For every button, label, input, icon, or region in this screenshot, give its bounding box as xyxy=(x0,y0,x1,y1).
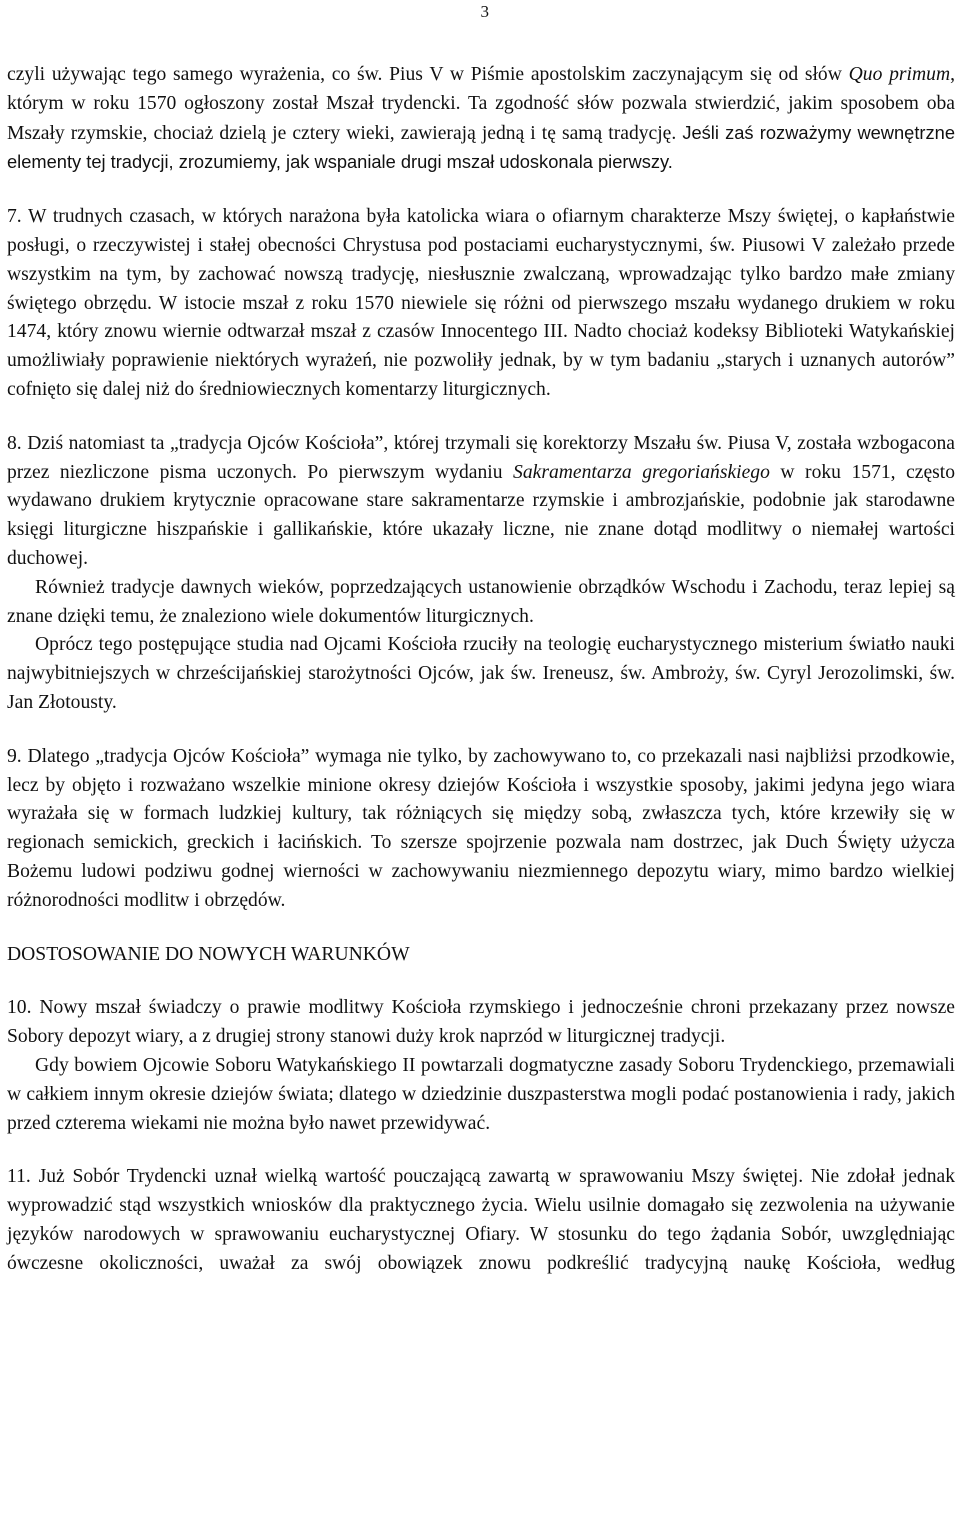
italic-title: Sakramentarza gregoriańskiego xyxy=(513,461,770,483)
paragraph-10: 10. Nowy mszał świadczy o prawie modlitwy Kościoła rzymskiego i jednocześnie chroni przekazany przez nowsze Sobory depozyt wiary, a z drugiej strony stanowi duży krok naprzód w liturgicznej tradycji. xyxy=(7,997,955,1048)
paragraph-9: 9. Dlatego „tradycja Ojców Kościoła” wymaga nie tylko, by zachowywano to, co przekazali nasi najbliżsi przodkowie, lecz by objęto i rozważano wszelkie minione okresy dziejów Kościoła i wszystkie sposoby, jakimi jedyna jego wiara wyrażała się w formach ludzkiej kultury, tak różniących się między sobą, zwłaszcza tych, które krzewiły się w regionach semickich, greckich i łacińskich. To szersze spojrzenie pozwala nam dostrzec, jak Duch Święty użycza Bożemu ludowi podziwu godnej wierności w zachowywaniu niezmiennego depozytu wiary, mimo bardzo wielkiej różnorodności modlitw i obrzędów. xyxy=(7,745,955,911)
paragraph-7: 7. W trudnych czasach, w których narażona była katolicka wiara o ofiarnym charakterze Mszy świętej, o kapłaństwie posługi, o rzeczywistej i stałej obecności Chrystusa pod postaciami eucharystycznymi, św. Piusowi V zależało przede wszystkim na tym, by zachować nowszą tradycję, niesłusznie zwalczaną, wprowadzając tylko bardzo małe zmiany świętego obrzędu. W istocie mszał z roku 1570 niewiele się różni od pierwszego mszału wydanego drukiem w roku 1474, który znowu wiernie odtwarzał mszał z czasów Innocentego III. Nadto chociaż kodeksy Biblioteki Watykańskiej umożliwiały poprawienie niektórych wyrażeń, nie pozwoliły jednak, by w tym badaniu „starych i uznanych autorów” cofnięto się dalej niż do średniowiecznych komentarzy liturgicznych. xyxy=(7,206,955,400)
document-body xyxy=(7,61,955,1278)
italic-title: Quo primum xyxy=(848,64,951,85)
paragraph-8-continued: Również tradycje dawnych wieków, poprzedzających ustanowienie obrządków Wschodu i Zachodu, teraz lepiej są znane dzięki temu, że znaleziono wiele dokumentów liturgicznych. xyxy=(7,576,955,627)
paragraph-text: , którym w roku 1570 ogłoszony został Mszał trydencki. Ta zgodność słów pozwala stwierdzić, jakim sposobem oba Mszały rzymskie, chociaż dzielą je cztery wieki, zawierają jedną i tę samą tradycję. xyxy=(7,64,956,144)
paragraph-8 xyxy=(7,430,955,574)
paragraph-11: 11. Już Sobór Trydencki uznał wielką wartość pouczającą zawartą w sprawowaniu Mszy świętej. Nie zdołał jednak wyprowadzić stąd wszystkich wniosków dla praktycznego życia. Wielu usilnie domagało się zezwolenia na używanie języków narodowych w sprawowaniu eucharystycznej Ofiary. W stosunku do tego żądania Sobór, uwzględniając ówczesne okoliczności, uważał za swój obowiązek znowu podkreślić tradycyjną naukę Kościoła, według xyxy=(7,1166,955,1274)
paragraph-text: czyli używając tego samego wyrażenia, co św. Pius V w Piśmie apostolskim zaczynającym się od słów xyxy=(7,64,849,85)
page-number: 3 xyxy=(480,2,489,21)
paragraph-text: w roku 1571, często wydawano drukiem krytycznie opracowane stare sakramentarze rzymskie i ambrozjańskie, podobnie jak starodawne księgi liturgiczne hiszpańskie i gallikańskie, które ukazały liczne, nie znane dotąd modlitwy o niemałej wartości duchowej. xyxy=(7,461,956,569)
paragraph-text: 8. Dziś natomiast ta „tradycja Ojców Kościoła”, której trzymali się korektorzy Mszału św. Piusa V, została wzbogacona przez niezliczone pisma uczonych. Po pierwszym wydaniu xyxy=(7,432,955,483)
paragraph-8-continued-2: Oprócz tego postępujące studia nad Ojcami Kościoła rzuciły na teologię eucharystycznego misterium światło nauki najwybitniejszych w chrześcijańskiej starożytności Ojców, jak św. Ireneusz, św. Ambroży, św. Cyryl Jerozolimski, św. Jan Złotousty. xyxy=(7,634,955,713)
paragraph-10-continued: Gdy bowiem Ojcowie Soboru Watykańskiego II powtarzali dogmatyczne zasady Soboru Trydenckiego, przemawiali w całkiem innym okresie dziejów świata; dlatego w dziedzinie duszpasterstwa mogli podać postanowienia i rady, jakich przed czterema wiekami nie można było nawet przewidywać. xyxy=(7,1054,955,1134)
paragraph-text-sans: Jeśli zaś rozważymy wewnętrzne elementy tej tradycji, zrozumiemy, jak wspaniale drugi mszał udoskonala pierwszy. xyxy=(7,121,955,173)
paragraph-continuation xyxy=(7,61,955,178)
section-heading: DOSTOSOWANIE DO NOWYCH WARUNKÓW xyxy=(7,943,410,965)
